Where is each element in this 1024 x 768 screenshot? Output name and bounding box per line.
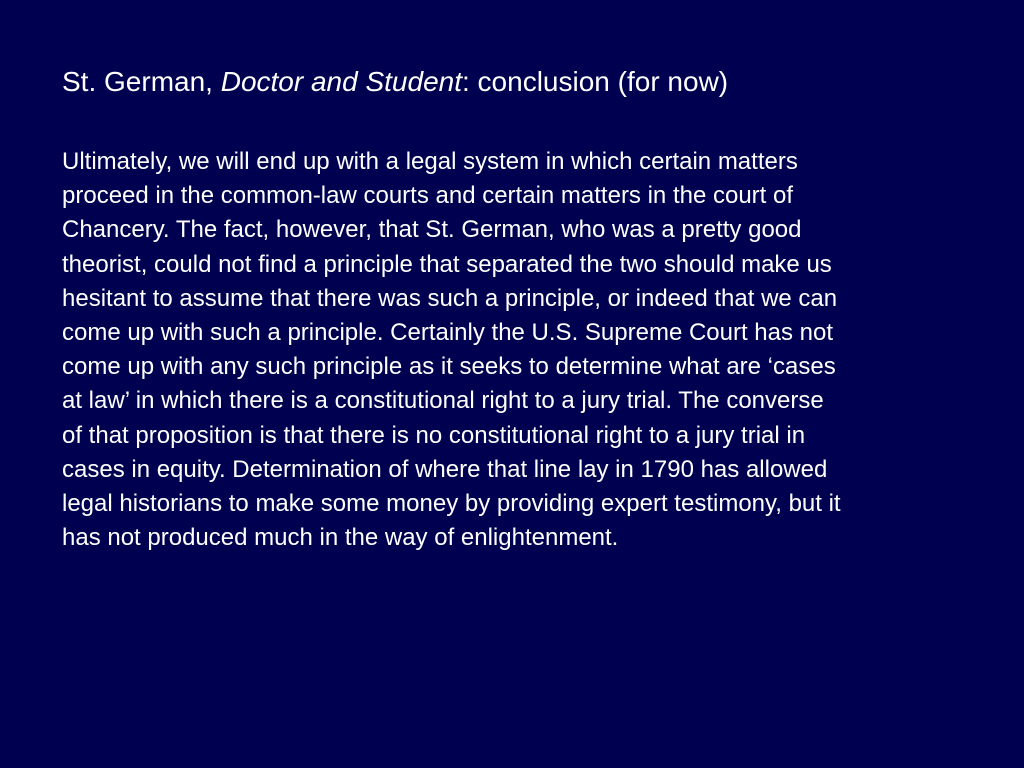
body-line: come up with any such principle as it seeks to determine what are ‘cases — [62, 353, 836, 381]
body-line: of that proposition is that there is no constitutional right to a jury trial in — [62, 421, 806, 449]
body-line: theorist, could not find a principle that separated the two should make us — [62, 250, 832, 278]
body-line: hesitant to assume that there was such a principle, or indeed that we can — [62, 284, 838, 312]
slide-title — [62, 62, 992, 102]
title-part-1: St. German, — [62, 66, 221, 97]
slide-body-paragraph — [62, 145, 992, 555]
title-italic-work: Doctor and Student — [220, 66, 462, 97]
body-line: proceed in the common-law courts and certain matters in the court of — [62, 182, 794, 210]
body-line: come up with such a principle. Certainly the U.S. Supreme Court has not — [62, 319, 834, 347]
body-line: has not produced much in the way of enlightenment. — [62, 524, 619, 552]
body-line: Chancery. The fact, however, that St. German, who was a pretty good — [62, 216, 802, 244]
body-line: Ultimately, we will end up with a legal system in which certain matters — [62, 148, 798, 175]
body-line: cases in equity. Determination of where that line lay in 1790 has allowed — [62, 455, 828, 483]
body-line: at law’ in which there is a constitutional right to a jury trial. The converse — [62, 387, 824, 415]
title-part-3: : conclusion (for now) — [462, 66, 729, 97]
body-line: legal historians to make some money by providing expert testimony, but it — [62, 490, 841, 518]
